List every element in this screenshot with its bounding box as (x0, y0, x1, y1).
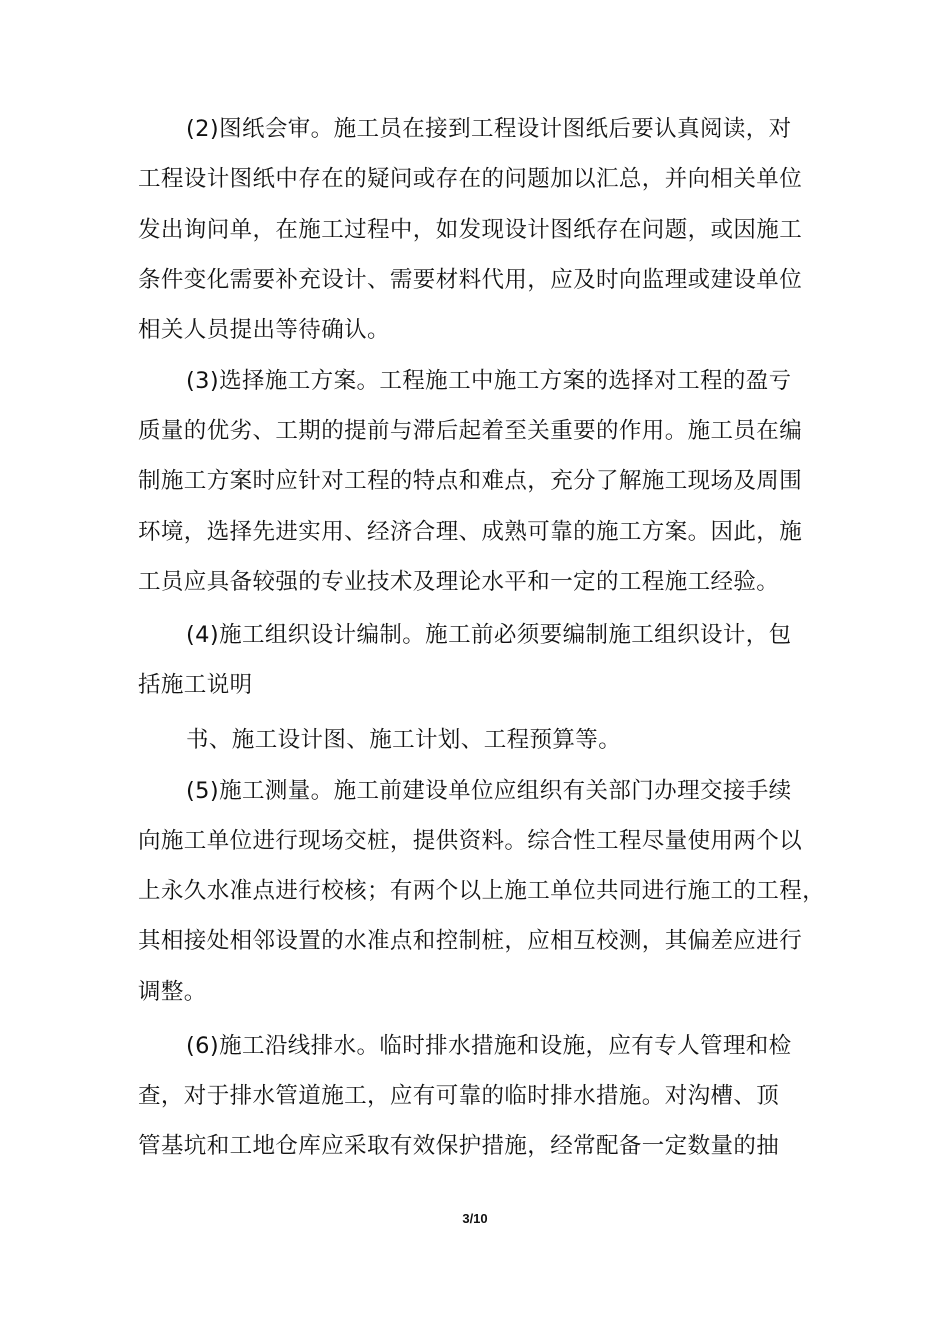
paragraph-3-line-1: (3)选择施工方案。工程施工中施工方案的选择对工程的盈亏 (186, 368, 792, 394)
paragraph-2-line-1: (2)图纸会审。施工员在接到工程设计图纸后要认真阅读，对 (186, 116, 792, 142)
paragraph-3-line-4: 环境，选择先进实用、经济合理、成熟可靠的施工方案。因此，施 (138, 519, 803, 545)
paragraph-2-line-4: 条件变化需要补充设计、需要材料代用，应及时向监理或建设单位 (138, 267, 803, 293)
paragraph-3-line-5: 工员应具备较强的专业技术及理论水平和一定的工程施工经验。 (138, 569, 780, 595)
paragraph-5-line-4: 其相接处相邻设置的水准点和控制桩，应相互校测，其偏差应进行 (138, 928, 803, 954)
paragraph-2-line-2: 工程设计图纸中存在的疑问或存在的问题加以汇总，并向相关单位 (138, 166, 803, 192)
page-number: 3/10 (462, 1211, 488, 1226)
paragraph-6-line-1: (6)施工沿线排水。临时排水措施和设施，应有专人管理和检 (186, 1033, 792, 1059)
paragraph-6-line-2: 查，对于排水管道施工，应有可靠的临时排水措施。对沟槽、顶 (138, 1083, 780, 1109)
paragraph-4-line-2: 括施工说明 (138, 672, 253, 698)
paragraph-4-continuation: 书、施工设计图、施工计划、工程预算等。 (186, 727, 622, 753)
paragraph-2-line-5: 相关人员提出等待确认。 (138, 317, 390, 343)
paragraph-5-line-5: 调整。 (138, 979, 207, 1005)
paragraph-3-line-2: 质量的优劣、工期的提前与滞后起着至关重要的作用。施工员在编 (138, 418, 803, 444)
paragraph-5-line-2: 向施工单位进行现场交桩，提供资料。综合性工程尽量使用两个以 (138, 828, 803, 854)
paragraph-4-line-1: (4)施工组织设计编制。施工前必须要编制施工组织设计，包 (186, 622, 792, 648)
paragraph-6-line-3: 管基坑和工地仓库应采取有效保护措施，经常配备一定数量的抽 (138, 1133, 780, 1159)
paragraph-2-line-3: 发出询问单，在施工过程中，如发现设计图纸存在问题，或因施工 (138, 217, 803, 243)
paragraph-5-line-1: (5)施工测量。施工前建设单位应组织有关部门办理交接手续 (186, 778, 792, 804)
paragraph-5-line-3: 上永久水准点进行校核；有两个以上施工单位共同进行施工的工程， (138, 878, 826, 904)
paragraph-3-line-3: 制施工方案时应针对工程的特点和难点，充分了解施工现场及周围 (138, 468, 803, 494)
